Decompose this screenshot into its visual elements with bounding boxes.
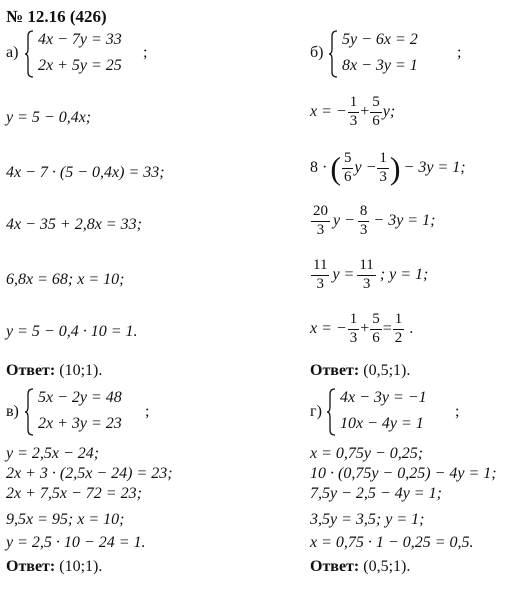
page-title: № 12.16 (426) <box>6 7 107 26</box>
part-d-label: г) <box>310 403 322 420</box>
part-d-step-4: 3,5y = 3,5; y = 1; <box>310 511 425 528</box>
expr-text: + <box>360 320 370 337</box>
expr-text: x = − <box>310 103 347 120</box>
expr-text: + <box>360 103 370 120</box>
expr-text: y = <box>332 266 355 283</box>
fraction: $\frac{5}{6}$ <box>343 149 352 185</box>
fraction: $\frac{20}{3}$ <box>313 202 328 238</box>
system-eq-2: 2x + 3y = 23 <box>38 415 122 432</box>
part-b-label: б) <box>310 44 324 61</box>
close-paren: ) <box>389 150 401 186</box>
answer-label: Ответ: <box>310 362 360 379</box>
answer-label: Ответ: <box>6 558 56 575</box>
part-c-label: в) <box>6 403 19 420</box>
answer-value: (0,5;1). <box>363 362 411 379</box>
system-eq-2: 10x − 4y = 1 <box>340 415 424 432</box>
part-b-step-4 <box>310 254 428 296</box>
part-d-step-1: x = 0,75y − 0,25; <box>310 445 424 462</box>
part-b-system <box>328 30 448 80</box>
expr-text: . <box>409 320 414 337</box>
system-separator: ; <box>455 403 460 420</box>
part-c-step-5: y = 2,5 · 10 − 24 = 1. <box>6 534 146 551</box>
system-separator: ; <box>143 44 148 61</box>
system-separator: ; <box>145 403 150 420</box>
expr-text: − 3y = 1; <box>373 212 436 229</box>
system-eq-1: 5y − 6x = 2 <box>342 31 418 48</box>
open-paren: ( <box>330 150 341 186</box>
part-b-step-1 <box>310 92 395 132</box>
part-c-step-1: y = 2,5x − 24; <box>6 445 100 462</box>
expr-text: y − <box>333 212 355 229</box>
fraction: $\frac{11}{3}$ <box>359 256 374 292</box>
answer-value: (10;1). <box>59 362 103 379</box>
system-eq-1: 4x − 3y = −1 <box>340 389 427 406</box>
part-a-answer <box>6 363 102 379</box>
fraction: $\frac{1}{3}$ <box>349 93 358 129</box>
system-separator: ; <box>457 44 462 61</box>
expr-text: y − <box>354 159 377 176</box>
expr-text: − 3y = 1; <box>403 159 466 176</box>
part-a-step-2: 4x − 7 · (5 − 0,4x) = 33; <box>6 164 165 181</box>
part-c-step-2: 2x + 3 · (2,5x − 24) = 23; <box>6 465 173 482</box>
expr-text: y; <box>382 103 396 120</box>
brace-icon <box>326 388 336 436</box>
answer-value: (10;1). <box>59 558 103 575</box>
part-a-label: а) <box>6 44 19 61</box>
fraction: $\frac{1}{3}$ <box>349 310 358 346</box>
answer-label: Ответ: <box>310 558 360 575</box>
part-c-step-3: 2x + 7,5x − 72 = 23; <box>6 485 142 502</box>
part-a-system <box>24 30 154 80</box>
expr-text: x = − <box>310 320 347 337</box>
part-d-step-3: 7,5y − 2,5 − 4y = 1; <box>310 485 442 502</box>
part-d-answer <box>310 559 410 575</box>
fraction: $\frac{8}{3}$ <box>359 202 368 238</box>
answer-value: (0,5;1). <box>363 558 411 575</box>
system-eq-2: 2x + 5y = 25 <box>38 57 122 74</box>
part-d-step-5: x = 0,75 · 1 − 0,25 = 0,5. <box>310 534 474 551</box>
part-b-step-2 <box>310 146 466 190</box>
fraction: $\frac{5}{6}$ <box>372 310 380 346</box>
part-a-step-3: 4x − 35 + 2,8x = 33; <box>6 216 142 233</box>
expr-text: 8 · <box>310 159 328 176</box>
brace-icon <box>328 30 338 78</box>
fraction: $\frac{1}{2}$ <box>394 310 403 346</box>
system-eq-1: 5x − 2y = 48 <box>38 389 122 406</box>
fraction: $\frac{11}{3}$ <box>313 256 328 292</box>
part-c-step-4: 9,5x = 95; x = 10; <box>6 511 125 528</box>
expr-text: = <box>382 320 392 337</box>
part-a-step-4: 6,8x = 68; x = 10; <box>6 271 125 288</box>
part-c-system <box>24 388 154 438</box>
brace-icon <box>24 30 34 78</box>
system-eq-1: 4x − 7y = 33 <box>38 31 122 48</box>
part-b-step-3 <box>310 200 435 242</box>
fraction: $\frac{5}{6}$ <box>372 93 380 129</box>
fraction: $\frac{1}{3}$ <box>379 149 387 185</box>
part-a-step-5: y = 5 − 0,4 · 10 = 1. <box>6 323 138 340</box>
part-d-step-2: 10 · (0,75y − 0,25) − 4y = 1; <box>310 465 497 482</box>
answer-label: Ответ: <box>6 362 56 379</box>
brace-icon <box>24 388 34 436</box>
expr-text: ; y = 1; <box>379 266 429 283</box>
part-a-step-1: y = 5 − 0,4x; <box>6 109 92 126</box>
part-d-system <box>326 388 446 438</box>
part-b-answer <box>310 363 410 379</box>
system-eq-2: 8x − 3y = 1 <box>342 57 418 74</box>
part-c-answer <box>6 559 102 575</box>
part-b-step-5 <box>310 308 413 350</box>
